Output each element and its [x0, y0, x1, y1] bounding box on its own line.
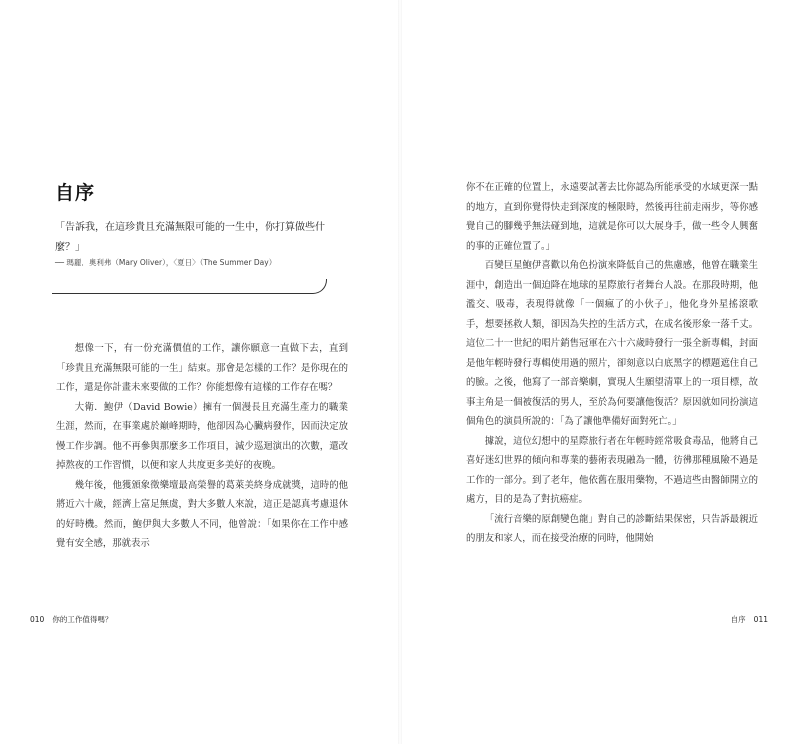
right-page [400, 0, 800, 744]
right-folio [731, 614, 768, 625]
running-head: 自序 [730, 615, 746, 624]
paragraph: 百變巨星鮑伊喜歡以角色扮演來降低自己的焦慮感，他曾在職業生涯中，創造出一個迫降在地球的星際旅行者舞台人設。在那段時期，他濫交、吸毒，表現得就像「一個瘋了的小伙子」，他化身外星搖滾歌手，想要拯救人類，卻因為失控的生活方式，在成名後形象一落千丈。這位二十一世紀的唱片銷售冠軍在六十六歲時發行一張全新專輯，封面是他年輕時發行專輯使用過的照片，卻刻意以白底黑字的標題遮住自己的臉。之後，他寫了一部音樂劇，實現人生願望清單上的一項目標，故事主角是一個被復活的男人，至於為何要讓他復活？原因就如同扮演這個角色的演員所說的：「為了讓他準備好面對死亡。」 [466, 260, 758, 427]
left-body-text [56, 339, 348, 554]
page-number: 011 [753, 615, 768, 624]
paragraph: 想像一下，有一份充滿價值的工作，讓你願意一直做下去，直到「珍貴且充滿無限可能的一生」結束。那會是怎樣的工作？是你現在的工作，還是你計畫未來要做的工作？你能想像有這樣的工作存在嗎？ [56, 343, 348, 393]
paragraph: 大衛．鮑伊（David Bowie）擁有一個漫長且充滿生產力的職業生涯，然而，在事業處於巔峰期時，他卻因為心臟病發作，因而決定放慢工作步調。他不再參與那麼多工作項目，減少巡迴演出的次數，還改掉熬夜的工作習慣，以便和家人共度更多美好的夜晚。 [56, 401, 348, 471]
epigraph-rule [52, 279, 327, 294]
left-folio [30, 614, 112, 625]
paragraph-continuation: 你不在正確的位置上，永遠要試著去比你認為所能承受的水域更深一點的地方，直到你覺得快走到深度的極限時，然後再往前走兩步，等你感覺自己的腳幾乎無法碰到地，這就是你可以大展身手，做一些令人興奮的事的正確位置了。」 [466, 182, 758, 252]
page-number: 010 [30, 615, 45, 624]
epigraph-quote: 「告訴我，在這珍貴且充滿無限可能的一生中，你打算做些什麼？」 [55, 222, 325, 253]
paragraph: 「流行音樂的原創變色龍」對自己的診斷結果保密，只告訴最親近的朋友和家人，而在接受治療的同時，他開始 [466, 513, 758, 544]
paragraph: 據說，這位幻想中的星際旅行者在年輕時經常吸食毒品，他將自己喜好迷幻世界的傾向和專業的藝術表現融為一體，彷彿那種風險不過是工作的一部分。到了老年，他依舊在服用藥物，不過這些由醫師開立的處方，目的是為了對抗癌症。 [466, 435, 758, 505]
paragraph: 幾年後，他獲頒象徵樂壇最高榮譽的葛萊美終身成就獎，這時的他將近六十歲，經濟上富足無虞，對大多數人來說，這正是認真考慮退休的好時機。然而，鮑伊與大多數人不同，他曾說：「如果你在工作中感覺有安全感，那就表示 [56, 479, 348, 549]
running-head: 你的工作值得嗎？ [52, 615, 113, 624]
right-body-text [466, 178, 758, 549]
chapter-title: 自序 [55, 182, 96, 204]
epigraph-attribution: ── 瑪麗．奧利弗（Mary Oliver），〈夏日〉（The Summer Day） [55, 258, 277, 267]
